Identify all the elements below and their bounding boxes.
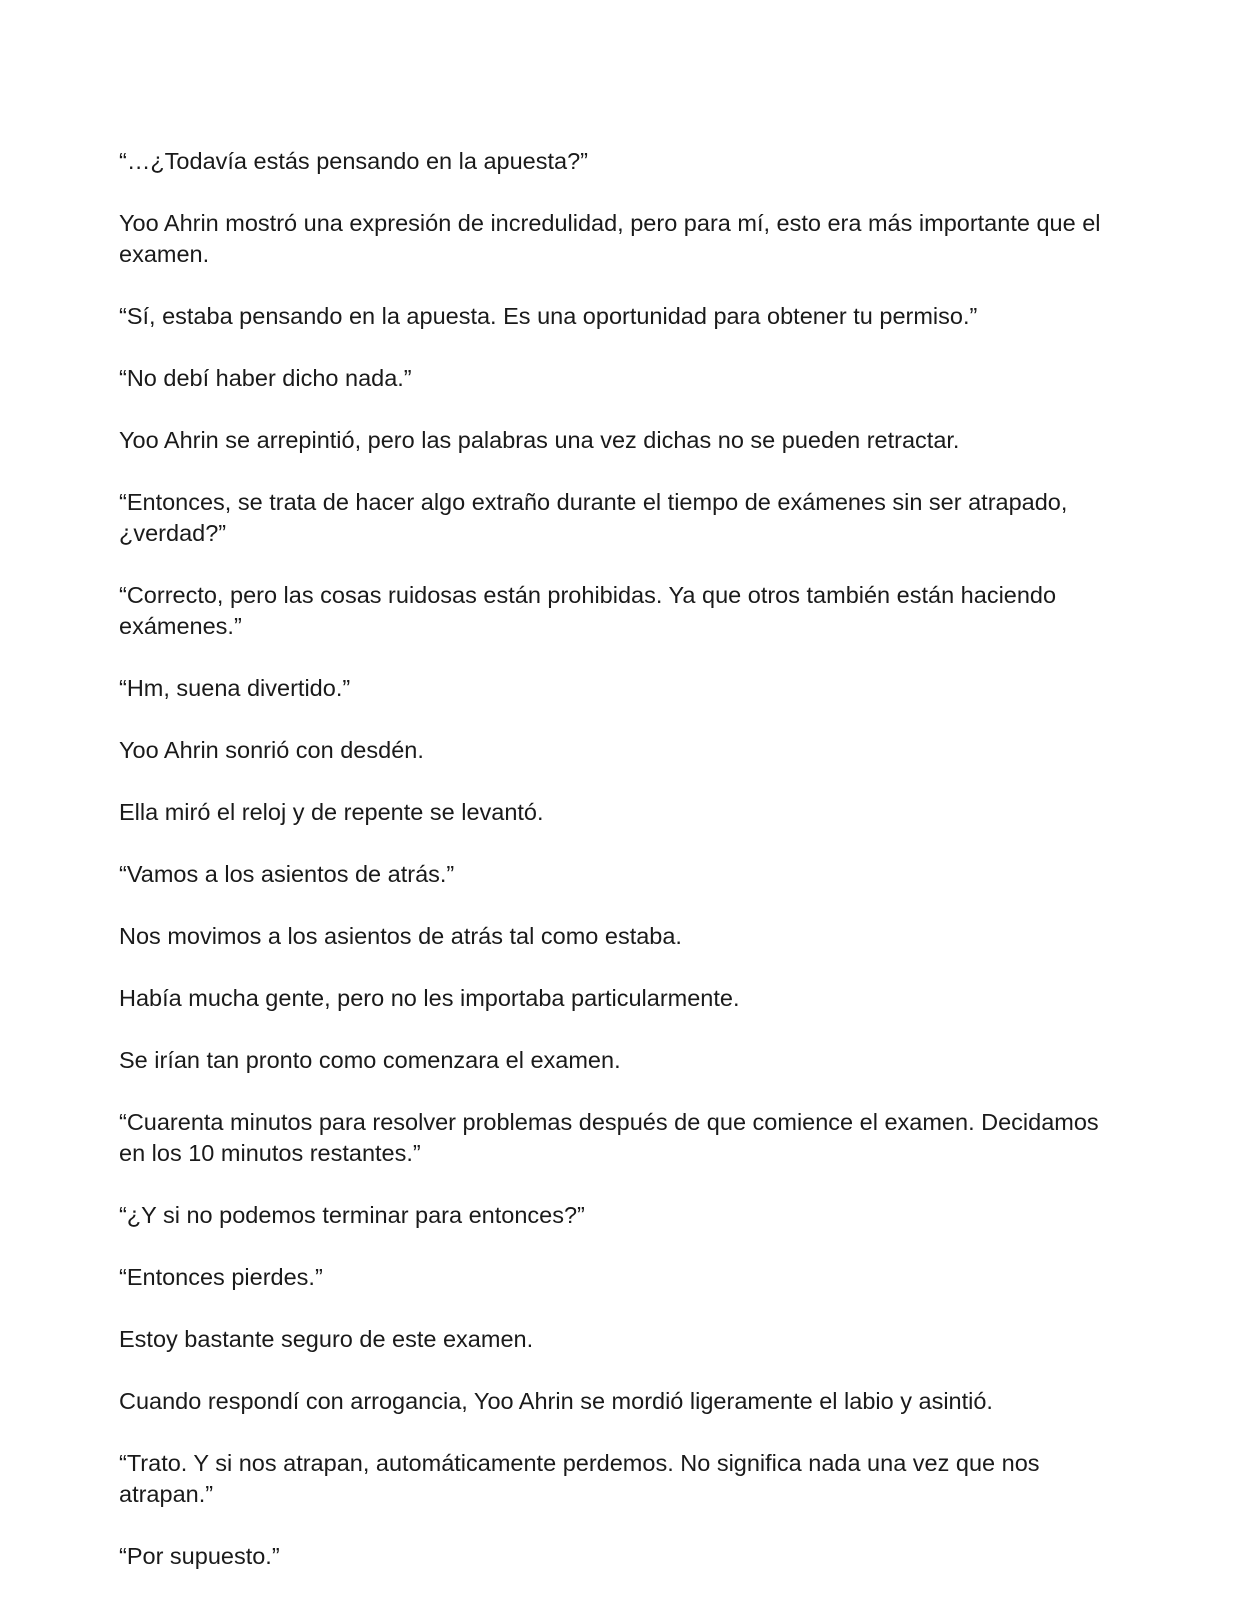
- paragraph: “¿Y si no podemos terminar para entonces?”: [119, 1202, 585, 1228]
- paragraph: “Trato. Y si nos atrapan, automáticamente perdemos. No significa nada una vez que nos atrapan.”: [119, 1450, 1040, 1507]
- paragraph: “…¿Todavía estás pensando en la apuesta?”: [119, 148, 588, 174]
- paragraph: “Vamos a los asientos de atrás.”: [119, 861, 455, 887]
- paragraph: “Sí, estaba pensando en la apuesta. Es una oportunidad para obtener tu permiso.”: [119, 303, 978, 329]
- paragraph: “No debí haber dicho nada.”: [119, 365, 412, 391]
- paragraph: “Correcto, pero las cosas ruidosas están prohibidas. Ya que otros también están haciendo exámenes.”: [119, 582, 1057, 639]
- paragraph: “Por supuesto.”: [119, 1543, 280, 1569]
- document-page: [119, 146, 1129, 1572]
- paragraph: Ella miró el reloj y de repente se levantó.: [119, 799, 544, 825]
- paragraph: Cuando respondí con arrogancia, Yoo Ahrin se mordió ligeramente el labio y asintió.: [119, 1388, 993, 1414]
- paragraph: “Entonces pierdes.”: [119, 1264, 323, 1290]
- paragraph: Se irían tan pronto como comenzara el examen.: [119, 1047, 621, 1073]
- paragraph: “Hm, suena divertido.”: [119, 675, 351, 701]
- paragraph: “Entonces, se trata de hacer algo extraño durante el tiempo de exámenes sin ser atrapado, ¿verdad?”: [119, 489, 1068, 546]
- paragraph: Yoo Ahrin mostró una expresión de incredulidad, pero para mí, esto era más importante que el examen.: [119, 210, 1101, 267]
- paragraph: Yoo Ahrin sonrió con desdén.: [119, 737, 424, 763]
- paragraph: Nos movimos a los asientos de atrás tal como estaba.: [119, 923, 682, 949]
- paragraph: Había mucha gente, pero no les importaba particularmente.: [119, 985, 740, 1011]
- paragraph: Estoy bastante seguro de este examen.: [119, 1326, 534, 1352]
- paragraph: “Cuarenta minutos para resolver problemas después de que comience el examen. Decidamos en los 10 minutos restantes.”: [119, 1109, 1099, 1166]
- paragraph: Yoo Ahrin se arrepintió, pero las palabras una vez dichas no se pueden retractar.: [119, 427, 960, 453]
